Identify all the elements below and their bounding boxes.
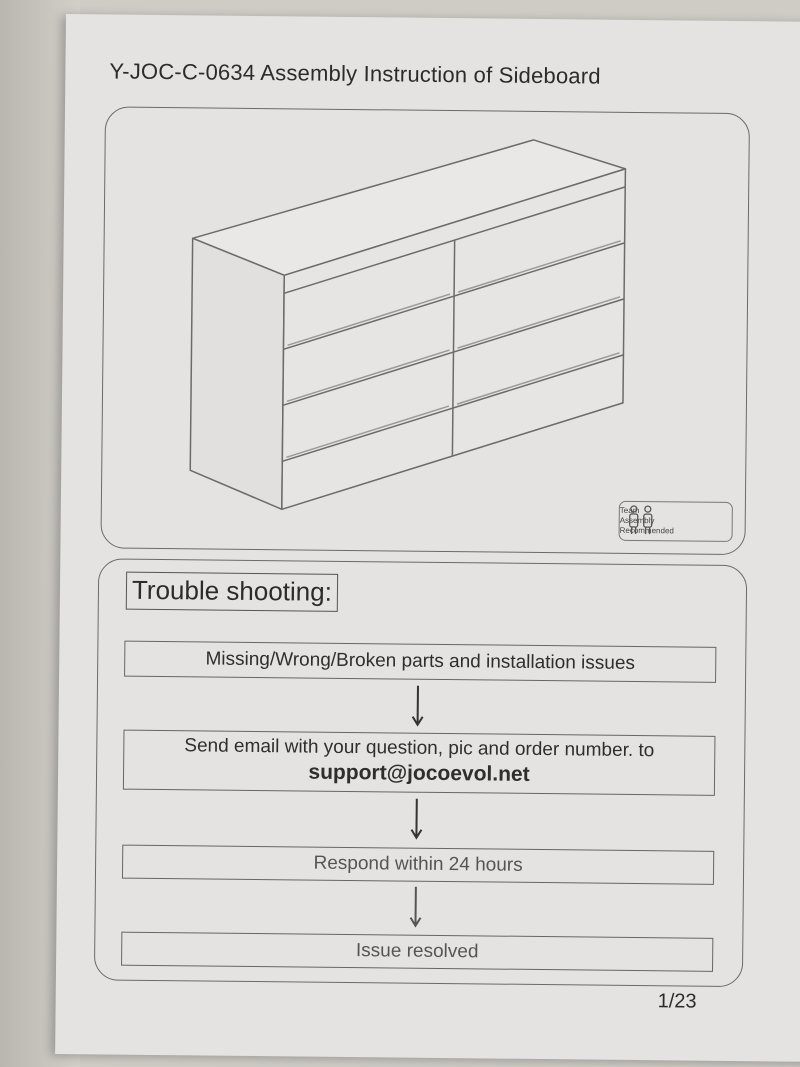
two-people-icon <box>624 502 658 536</box>
troubleshooting-section <box>94 558 747 987</box>
down-arrow-icon <box>411 684 425 728</box>
badge-line: Assembly <box>619 515 655 526</box>
instruction-page <box>55 14 800 1062</box>
sideboard-illustration <box>101 107 749 554</box>
support-email: support@jocoevol.net <box>308 760 530 786</box>
page-number: 1/23 <box>657 990 697 1013</box>
step-resolved: Issue resolved <box>121 932 713 972</box>
document-title: Y-JOC-C-0634 Assembly Instruction of Sideboard <box>109 58 601 89</box>
down-arrow-icon <box>409 797 423 841</box>
badge-line: Recommended <box>619 525 674 536</box>
step-send-email <box>123 730 716 796</box>
troubleshooting-heading: Trouble shooting: <box>126 572 338 612</box>
email-instruction: Send email with your question, pic and order number. to <box>184 735 655 762</box>
badge-line: Team <box>619 505 640 516</box>
sideboard-illustration-frame <box>100 106 750 555</box>
team-assembly-badge <box>619 501 733 542</box>
step-respond: Respond within 24 hours <box>122 845 714 885</box>
down-arrow-icon <box>408 885 422 929</box>
step-missing-parts: Missing/Wrong/Broken parts and installation issues <box>124 641 716 683</box>
